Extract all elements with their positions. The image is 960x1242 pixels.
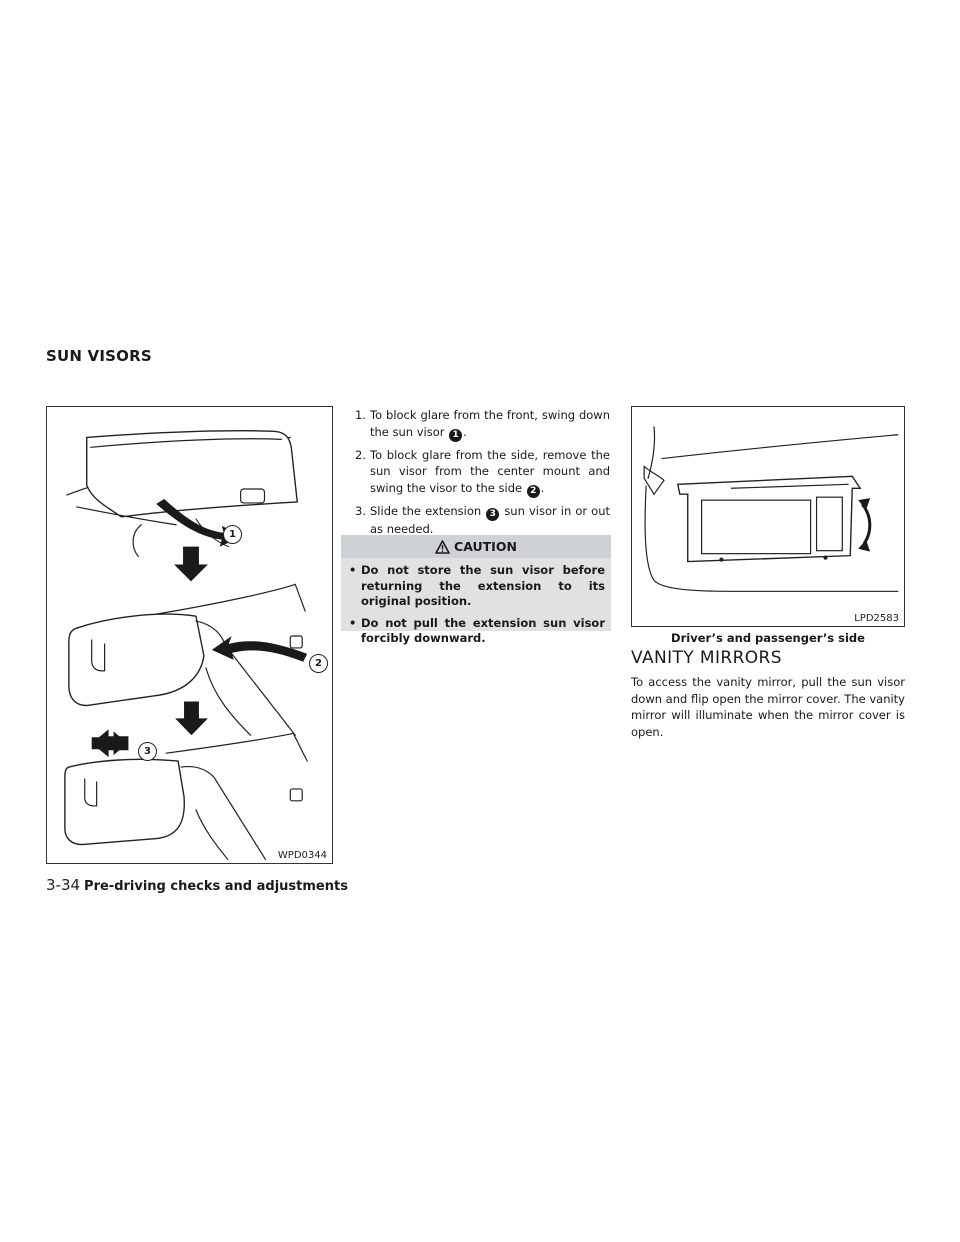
figure-callout-3: 3: [138, 742, 157, 761]
figure-code: WPD0344: [277, 850, 327, 861]
step-item: 3. Slide the extension 3 sun visor in or out as needed.: [355, 503, 611, 536]
chapter-title: Pre-driving checks and adjustments: [84, 879, 348, 894]
caution-item: • Do not store the sun visor before returning the extension to its original position.: [349, 563, 605, 608]
sun-visor-illustration: [47, 407, 332, 863]
step-item: 1. To block glare from the front, swing down the sun visor 1 .: [355, 408, 610, 440]
callout-badge: 3: [486, 508, 499, 521]
steps-list: [344, 407, 610, 542]
figure-callout-2: 2: [309, 654, 328, 673]
caution-list: [341, 558, 611, 647]
step-item: 2. To block glare from the side, remove the sun visor from the center mount and swing the visor to the side 2 .: [355, 447, 610, 496]
page-number: 3-34: [46, 876, 81, 894]
caution-box: [341, 535, 611, 645]
callout-badge: 2: [527, 485, 540, 498]
figure-caption: Driver’s and passenger’s side: [671, 631, 865, 645]
page-footer: [46, 876, 348, 894]
caution-header: [341, 535, 611, 558]
callout-badge: 1: [449, 429, 462, 442]
vanity-body: To access the vanity mirror, pull the sun visor down and flip open the mirror cover. The vanity mirror will illuminate when the mirror cover is open.: [631, 675, 905, 739]
vanity-heading: VANITY MIRRORS: [631, 648, 782, 668]
figure-code: LPD2583: [854, 613, 899, 624]
caution-item: • Do not pull the extension sun visor forcibly downward.: [349, 615, 605, 645]
vanity-mirror-figure: [631, 406, 905, 627]
sun-visor-figure: [46, 406, 333, 864]
caution-title: CAUTION: [454, 539, 517, 554]
section-title: SUN VISORS: [46, 347, 152, 365]
figure-callout-1: 1: [223, 525, 242, 544]
vanity-mirror-illustration: [632, 407, 904, 626]
warning-icon: [435, 540, 450, 554]
